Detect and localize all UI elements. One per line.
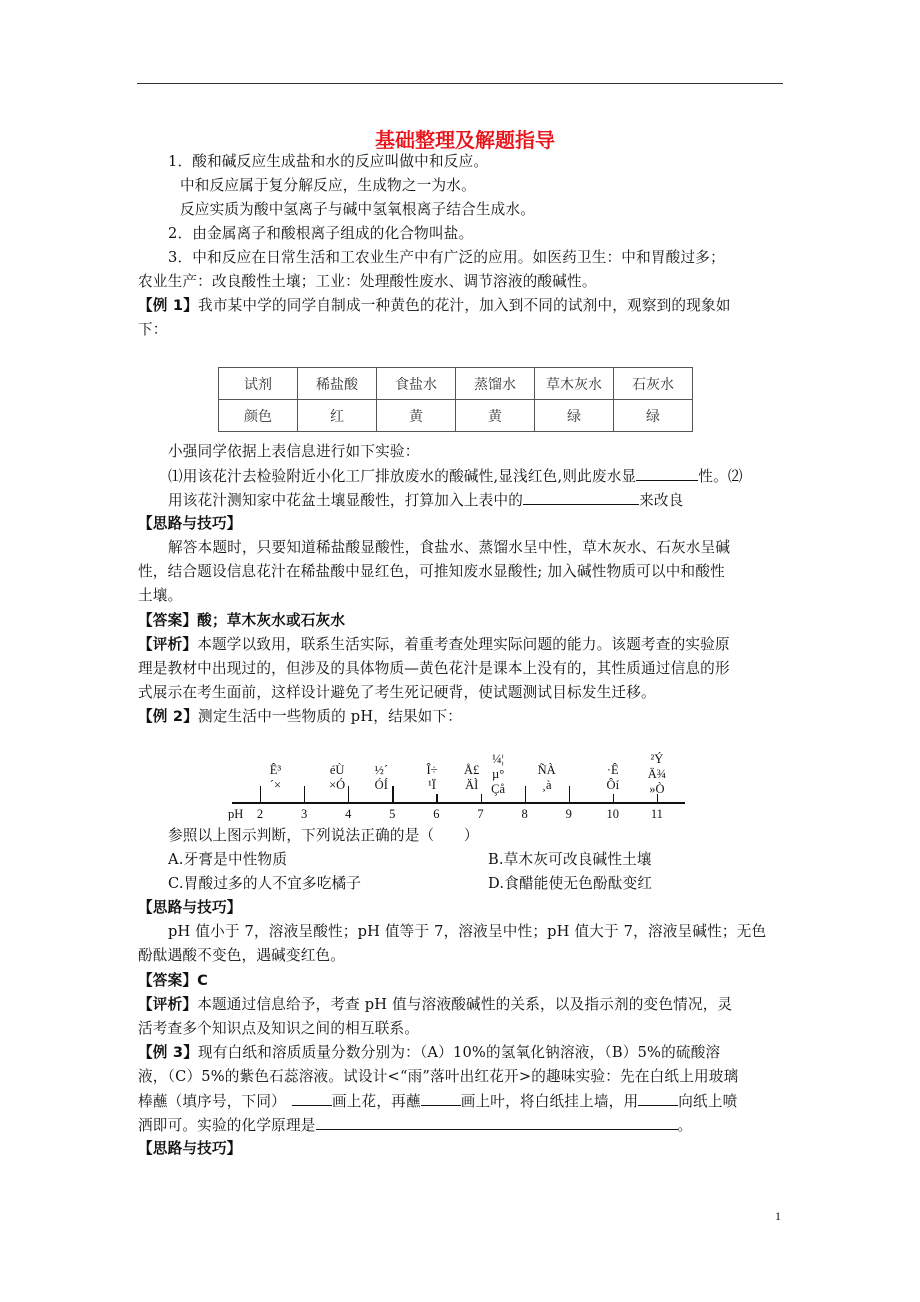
table-cell: 绿 (614, 400, 693, 432)
substance-label-line: ×Ó (329, 778, 346, 792)
example-label: 【例 1】 (138, 297, 199, 314)
answer-blank[interactable] (316, 1115, 678, 1130)
table-cell: 蒸馏水 (456, 368, 535, 400)
axis-tick (569, 786, 570, 802)
text-line: 下： (138, 321, 168, 338)
table-header-row (219, 368, 693, 400)
indicator-table (218, 367, 693, 432)
text-line (138, 1091, 784, 1112)
table-cell: 绿 (535, 400, 614, 432)
table-cell: 草木灰水 (535, 368, 614, 400)
example-3-question (138, 1043, 784, 1063)
text-line: 理是教材中出现过的，但涉及的具体物质—黄色花汁是课本上没有的，其性质通过信息的形 (138, 660, 730, 677)
text-line: 反应实质为酸中氢离子与碱中氢氧根离子结合生成水。 (180, 201, 536, 218)
text-line (138, 466, 814, 487)
substance-label-line: ÄÌ (465, 778, 479, 792)
text: 向纸上喷 (678, 1093, 738, 1110)
text-line: 中和反应属于复分解反应，生成物之一为水。 (180, 177, 476, 194)
section-heading: 【评析】 (138, 636, 198, 653)
axis-tick (392, 786, 393, 802)
section-heading: 【评析】 (138, 996, 198, 1013)
substance-label-line: éÙ (329, 763, 345, 777)
table-cell: 黄 (377, 400, 456, 432)
substance-label-line: »Ò (649, 782, 665, 796)
table-cell: 试剂 (219, 368, 298, 400)
text-line: 式展示在考生面前，这样设计避免了考生死记硬背，使试题测试目标发生迁移。 (138, 684, 656, 701)
substance-label (374, 763, 388, 793)
text: 用该花汁测知家中花盆土壤显酸性，打算加入上表中的 (168, 492, 524, 509)
text-line: 农业生产：改良酸性土壤；工业：处理酸性废水、调节溶液的酸碱性。 (138, 273, 597, 290)
text: 画上花，再蘸 (331, 1093, 421, 1110)
answer-blank[interactable] (636, 466, 698, 481)
substance-label-line: ÑÀ (537, 763, 556, 777)
tick-label: 3 (300, 807, 308, 821)
axis-tick (525, 786, 526, 802)
text: 画上叶，将白纸挂上墙，用 (460, 1093, 639, 1110)
substance-label-line: ¸à (541, 778, 552, 792)
substance-label (607, 763, 620, 793)
answer-blank[interactable] (523, 490, 639, 505)
answer-blank[interactable] (421, 1091, 461, 1106)
substance-label (491, 752, 505, 797)
text-line: 活考查多个知识点及知识之间的相互联系。 (138, 1020, 420, 1037)
answer-blank[interactable] (638, 1091, 678, 1106)
answer-blank[interactable] (292, 1091, 332, 1106)
substance-label-line: µ° (492, 767, 505, 781)
table-cell: 石灰水 (614, 368, 693, 400)
text-line: 液，（C）5%的紫色石蕊溶液。试设计<“雨”落叶出红花开>的趣味实验：先在白纸上用玻璃 (138, 1068, 739, 1085)
question-text: 现有白纸和溶质质量分数分别为：（A）10%的氢氧化钠溶液，（B）5%的硫酸溶 (198, 1044, 721, 1061)
text: 本题通过信息给予，考查 pH 值与溶液酸碱性的关系，以及指示剂的变色情况，灵 (197, 996, 733, 1013)
substance-label (464, 763, 479, 793)
axis-tick (436, 794, 437, 802)
header-rule (137, 83, 783, 84)
example-label: 【例 2】 (138, 708, 199, 725)
substance-label-line: Å£ (464, 763, 480, 777)
tick-label: 4 (345, 807, 352, 821)
substance-label-line: Ê³ (269, 763, 282, 777)
text: 来改良 (639, 492, 684, 509)
text: 洒即可。实验的化学原理是 (138, 1117, 316, 1134)
ph-axis-line (232, 802, 685, 804)
text-line: pH 值小于 7，溶液呈酸性；pH 值等于 7，溶液呈中性；pH 值大于 7，溶液呈碱性；无色 (168, 923, 767, 940)
question-text: 测定生活中一些物质的 pH，结果如下： (198, 708, 463, 725)
answer: 【答案】C (138, 972, 209, 989)
text-line: 参照以上图示判断，下列说法正确的是（ ） (168, 827, 479, 844)
substance-label-line: ·Ê (606, 763, 619, 777)
tick-label: 8 (521, 807, 528, 821)
option-c: C.胃酸过多的人不宜多吃橘子 (168, 875, 362, 892)
tick-label: 9 (565, 807, 572, 821)
section-heading: 【思路与技巧】 (138, 899, 242, 916)
example-label: 【例 3】 (138, 1044, 199, 1061)
answer: 【答案】酸；草木灰水或石灰水 (138, 612, 346, 629)
axis-tick (348, 786, 349, 802)
text-line (138, 995, 784, 1015)
page-number: 1 (775, 1209, 781, 1223)
substance-label-line: ¹Ï (428, 778, 436, 792)
text: 性。⑵ (698, 468, 743, 485)
substance-label-line: ´× (269, 778, 282, 792)
option-b: B.草木灰可改良碱性土壤 (488, 851, 652, 868)
substance-label-line: Çå (491, 782, 506, 796)
axis-label: pH (228, 807, 244, 821)
section-heading: 【思路与技巧】 (138, 515, 242, 532)
text-line: 土壤。 (138, 587, 183, 604)
text-line: 酚酞遇酸不变色，遇碱变红色。 (138, 947, 346, 964)
tick-label: 5 (389, 807, 396, 821)
substance-label-line: ÓÍ (374, 778, 388, 792)
tick-label: 6 (433, 807, 440, 821)
text: ⑴用该花汁去检验附近小化工厂排放废水的酸碱性,显浅红色,则此废水显 (168, 468, 637, 485)
axis-tick (304, 786, 305, 802)
substance-label (426, 763, 437, 793)
table-cell: 红 (298, 400, 377, 432)
axis-tick (260, 786, 261, 802)
text-line: 2．由金属离子和酸根离子组成的化合物叫盐。 (168, 225, 474, 242)
text-line (138, 1115, 784, 1136)
table-cell: 稀盐酸 (298, 368, 377, 400)
table-row (219, 400, 693, 432)
text-line (138, 635, 784, 655)
substance-label-line: ½´ (374, 763, 389, 777)
text-line: 小强同学依据上表信息进行如下实验： (168, 443, 420, 460)
tick-label: 2 (256, 807, 264, 821)
substance-label (270, 763, 281, 793)
substance-label-line: Î÷ (426, 763, 438, 777)
tick-label: 7 (477, 807, 484, 821)
text-line (138, 490, 814, 511)
text-line: 性，结合题设信息花汁在稀盐酸中显红色，可推知废水显酸性; 加入碱性物质可以中和酸性 (138, 563, 725, 580)
text: 。 (677, 1117, 693, 1134)
substance-label (648, 752, 666, 797)
question-text: 我市某中学的同学自制成一种黄色的花汁，加入到不同的试剂中，观察到的现象如 (198, 297, 731, 314)
substance-label-line: Ä¾ (647, 767, 667, 781)
text: 棒蘸（填序号，下同） (138, 1093, 286, 1110)
substance-label (329, 763, 345, 793)
option-d: D.食醋能使无色酚酞变红 (488, 875, 653, 892)
text: 本题学以致用，联系生活实际，着重考查处理实际问题的能力。该题考查的实验原 (197, 636, 730, 653)
example-2-question (138, 707, 784, 727)
table-cell: 颜色 (219, 400, 298, 432)
tick-label: 10 (606, 807, 620, 821)
tick-label: 11 (650, 807, 663, 821)
example-1-question (138, 296, 784, 316)
substance-label-line: ¼¦ (492, 752, 505, 766)
section-heading: 【思路与技巧】 (138, 1140, 242, 1157)
table-cell: 食盐水 (377, 368, 456, 400)
text-line: 3．中和反应在日常生活和工农业生产中有广泛的应用。如医药卫生：中和胃酸过多； (168, 249, 725, 266)
substance-label-line: ²Ý (650, 752, 664, 766)
substance-label-line: Ôí (606, 778, 620, 792)
option-a: A.牙膏是中性物质 (168, 851, 288, 868)
page-title: 基础整理及解题指导 (375, 128, 555, 152)
axis-tick (481, 794, 482, 802)
axis-tick (613, 794, 614, 802)
text-line: 解答本题时，只要知道稀盐酸显酸性，食盐水、蒸馏水呈中性，草木灰水、石灰水呈碱 (168, 539, 731, 556)
table-cell: 黄 (456, 400, 535, 432)
ph-scale-figure (225, 750, 695, 830)
substance-label (538, 763, 556, 793)
text-line: 1．酸和碱反应生成盐和水的反应叫做中和反应。 (168, 153, 489, 170)
